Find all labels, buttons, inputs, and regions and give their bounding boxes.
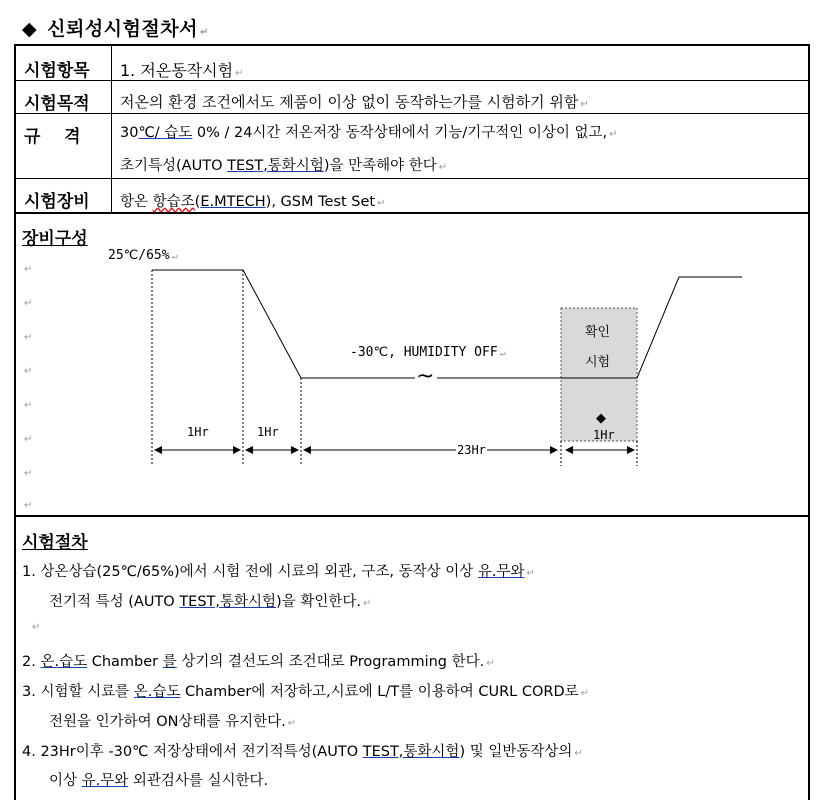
profile-line-start xyxy=(152,270,415,378)
procedure-step-3-line2: 전원을 인가하여 ON상태를 유지한다. ↵ xyxy=(49,714,297,730)
procedure-step-4-line2: 이상 유.무와 외관검사를 실시한다. xyxy=(49,773,269,789)
row-value-purpose: 저온의 환경 조건에서도 제품이 이상 없이 동작하는가를 시험하기 위함 ↵ xyxy=(120,93,589,111)
row-value-spec-line2: 초기특성(AUTO TEST,통화시험)을 만족해야 한다 ↵ xyxy=(120,158,448,174)
procedure-step-1-line2: 전기적 특성 (AUTO TEST,통화시험)을 확인한다. ↵ xyxy=(49,594,372,610)
check-box-duration: 1Hr xyxy=(593,428,615,442)
diagram-section-title: 장비구성 xyxy=(22,229,88,249)
row-label-spec: 규 격 xyxy=(24,127,81,147)
duration-label-2: 1Hr xyxy=(257,425,279,439)
procedure-step-1-line1: 1. 상온상습(25℃/65%)에서 시험 전에 시료의 외관, 구조, 동작상 이상 유.무와 ↵ xyxy=(22,564,535,580)
row-label-equipment: 시험장비 xyxy=(24,192,90,212)
document-title: ◆ 신뢰성시험절차서 ↵ xyxy=(22,18,209,40)
row-value-test-item: 1. 저온동작시험 ↵ xyxy=(120,61,244,80)
procedure-section-title: 시험절차 xyxy=(22,533,88,553)
tilde-break-mark: ~ xyxy=(416,364,435,389)
procedure-step-4-line1: 4. 23Hr이후 -30℃ 저장상태에서 전기적특성(AUTO TEST,통화시험) 및 일반동작상의 ↵ xyxy=(22,744,583,760)
check-box-line1: 확인 xyxy=(585,325,611,340)
row-value-spec-line1: 30℃/ 습도 0% / 24시간 저온저장 동작상태에서 기능/기구적인 이상이 없고, ↵ xyxy=(120,125,618,141)
duration-label-1: 1Hr xyxy=(187,425,209,439)
procedure-step-3-line1: 3. 시험할 시료를 온.습도 Chamber에 저장하고,시료에 L/T를 이용하여 CURL CORD로 ↵ xyxy=(22,684,590,700)
start-condition-label: 25℃/65% ↵ xyxy=(108,248,178,263)
row-label-purpose: 시험목적 xyxy=(24,94,90,114)
duration-label-3: 23Hr xyxy=(457,443,486,457)
procedure-step-2: 2. 온.습도 Chamber 를 상기의 결선도의 조건대로 Programming 한다. ↵ xyxy=(22,654,495,670)
row-label-test-item: 시험항목 xyxy=(24,61,90,81)
low-temp-condition-label: -30℃, HUMIDITY OFF ↵ xyxy=(350,345,506,360)
check-box-line2: 시험 xyxy=(585,355,611,370)
check-marker-icon: ◆ xyxy=(596,411,606,426)
diamond-bullet-icon: ◆ xyxy=(22,18,38,40)
row-value-equipment: 항온 항습조(E.MTECH), GSM Test Set ↵ xyxy=(120,194,386,210)
